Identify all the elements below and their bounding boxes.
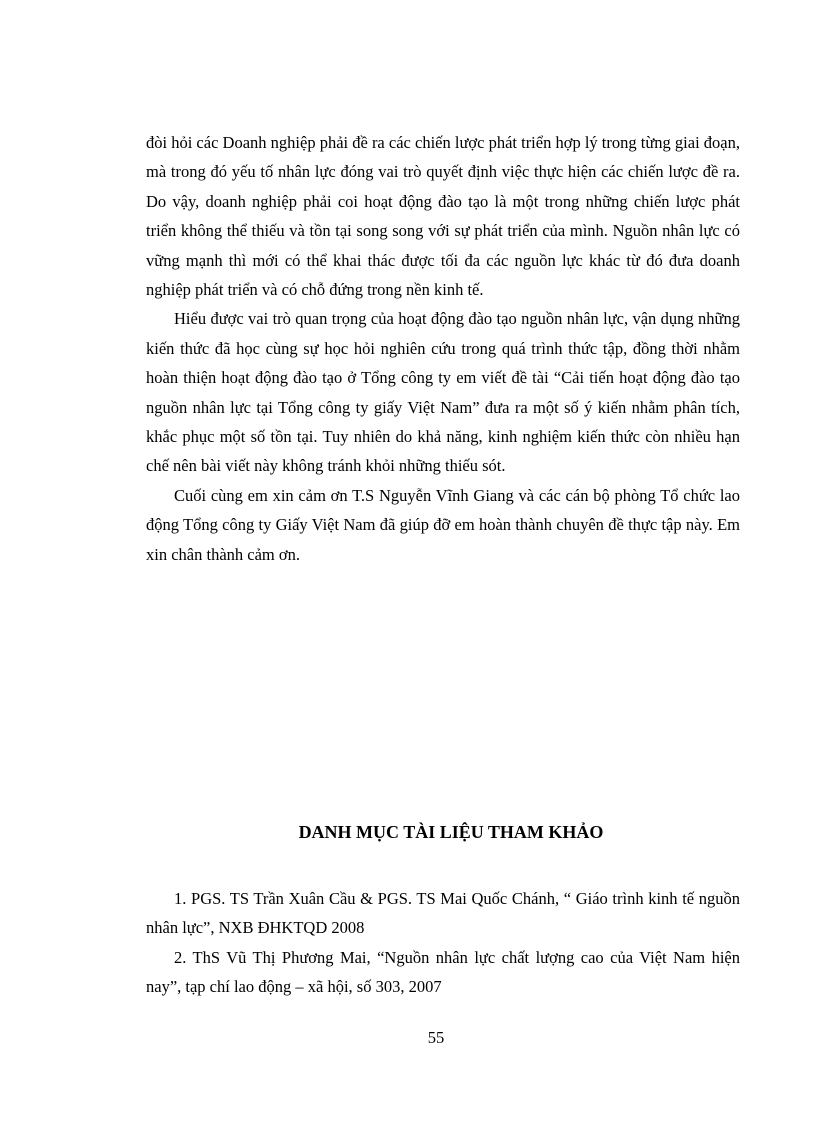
body-paragraph-1: đòi hỏi các Doanh nghiệp phải đề ra các chiến lược phát triển hợp lý trong từng giai đoạn, mà trong đó yếu tố nhân lực đóng vai trò quyết định việc thực hiện các chiến lược đề ra. Do vậy, doanh nghiệp phải coi hoạt động đào tạo là một trong những chiến lược phát triển không thể thiếu và tồn tại song song với sự phát triển của mình. Nguồn nhân lực có vững mạnh thì mới có thể khai thác được tối đa các nguồn lực khác từ đó đưa doanh nghiệp phát triển và có chỗ đứng trong nền kinh tế.: [146, 133, 740, 300]
reference-item-2: 2. ThS Vũ Thị Phương Mai, “Nguồn nhân lực chất lượng cao của Việt Nam hiện nay”, tạp chí lao động – xã hội, số 303, 2007: [146, 947, 740, 997]
body-text: [146, 128, 740, 569]
references-heading: DANH MỤC TÀI LIỆU THAM KHẢO: [298, 822, 604, 842]
page-number: 55: [427, 1028, 445, 1047]
reference-item-1: 1. PGS. TS Trần Xuân Cầu & PGS. TS Mai Quốc Chánh, “ Giáo trình kinh tế nguồn nhân lực”, NXB ĐHKTQD 2008: [146, 889, 740, 938]
body-paragraph-2: Hiểu được vai trò quan trọng của hoạt động đào tạo nguồn nhân lực, vận dụng những kiến thức đã học cùng sự học hỏi nghiên cứu trong quá trình thức tập, đồng thời nhằm hoàn thiện hoạt động đào tạo ở Tổng công ty em viết đề tài “Cải tiến hoạt động đào tạo nguồn nhân lực tại Tổng công ty giấy Việt Nam” đưa ra một số ý kiến nhằm phân tích, khắc phục một số tồn tại. Tuy nhiên do khả năng, kinh nghiệm kiến thức còn nhiều hạn chế nên bài viết này không tránh khỏi những thiếu sót.: [146, 309, 740, 476]
references-list: [146, 884, 740, 1002]
body-paragraph-3: Cuối cùng em xin cảm ơn T.S Nguyễn Vĩnh Giang và các cán bộ phòng Tổ chức lao động Tổng công ty Giấy Việt Nam đã giúp đỡ em hoàn thành chuyên đề thực tập này. Em xin chân thành cảm ơn.: [146, 485, 740, 564]
